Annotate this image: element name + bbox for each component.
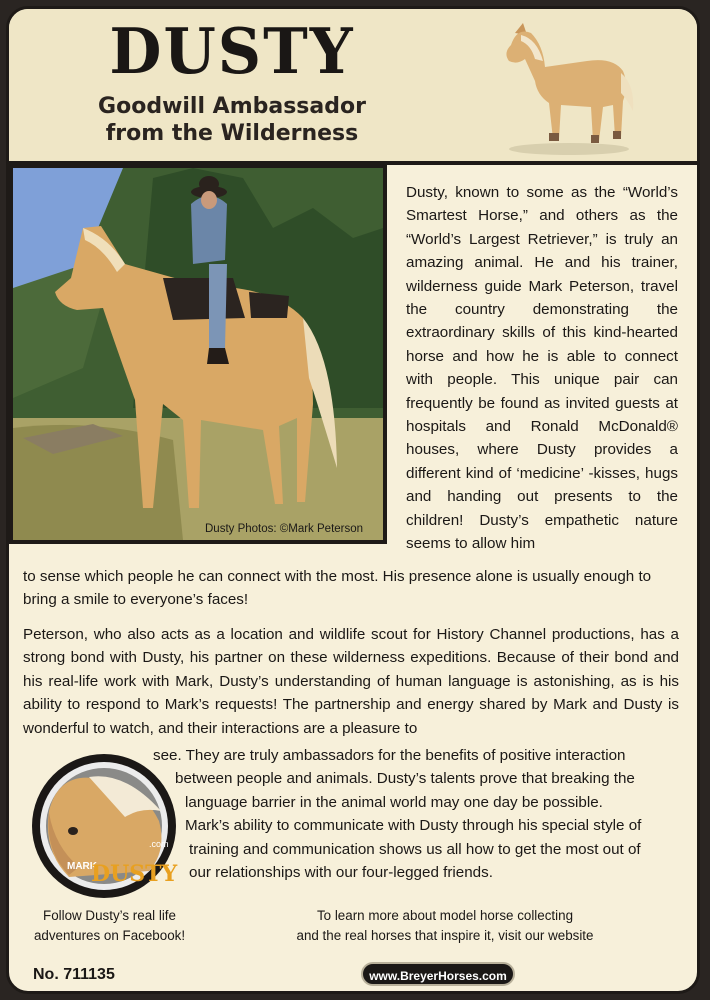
facebook-note <box>17 906 202 946</box>
ambassador-line-6: our relationships with our four-legged friends. <box>189 864 493 882</box>
dusty-photo-frame <box>9 164 387 544</box>
page-title: DUSTY <box>109 15 355 89</box>
website-note <box>255 906 635 946</box>
logo-mark-text: MARK <box>67 861 97 872</box>
intro-paragraph-continued: to sense which people he can connect with the most. His presence alone is usually enough to bring a smile to everyone’s faces! <box>23 568 652 609</box>
photo-credit: Dusty Photos: ©Mark Peterson <box>205 523 364 535</box>
partnership-paragraph: Peterson, who also acts as a location and wildlife scout for History Channel productions, has a strong bond with Dusty, his partner on these wilderness expeditions. Because of their bond and his real-life work with Mark, Dusty’s understanding of human language is astonishing, as is his ability to respond to Mark’s requests! The partnership and energy shared by Mark and Dusty is wonderful to watch, and their interactions are a pleasure to <box>23 626 679 737</box>
header-banner <box>9 9 697 165</box>
facebook-line-1: Follow Dusty’s real life <box>43 908 176 923</box>
ambassador-line-2: between people and animals. Dusty’s talents prove that breaking the <box>175 770 635 788</box>
website-line-2: and the real horses that inspire it, visit our website <box>296 928 594 943</box>
facebook-line-2: adventures on Facebook! <box>33 928 186 943</box>
dusty-rider-photo <box>13 168 383 540</box>
page-subtitle <box>67 93 397 147</box>
ambassador-line-3: language barrier in the animal world may one day be possible. <box>185 793 603 811</box>
ambassador-paragraph <box>153 744 683 884</box>
markndusty-logo[interactable] <box>29 751 179 901</box>
intro-paragraph: Dusty, known to some as the “World’s Smartest Horse,” and others as the “World’s Largest Retriever,” is truly an amazing animal. He and his trainer, wilderness guide Mark Peterson, travel the country demonstrating the extraordinary skills of this kind-hearted horse and how he is able to connect with people. This unique pair can frequently be found as invited guests at hospitals and Ronald McDonald® houses, where Dusty provides a different kind of ‘medicine’ -kisses, hugs and handing out presents to the children! Dusty’s empathetic nature seems to allow him <box>406 184 678 553</box>
logo-dusty-text: DUSTY <box>91 861 178 887</box>
product-card <box>6 6 700 994</box>
ambassador-line-5: training and communication shows us all how to get the most out of <box>189 840 641 858</box>
subtitle-line-2: from the Wilderness <box>105 121 359 146</box>
ambassador-line-4: Mark’s ability to communicate with Dusty through his special style of <box>185 817 642 835</box>
ambassador-line-1: see. They are truly ambassadors for the benefits of positive interaction <box>153 747 626 764</box>
model-horse-image <box>487 15 647 157</box>
website-url-link[interactable]: www.BreyerHorses.com <box>361 962 515 986</box>
logo-com-text: .com <box>149 839 169 849</box>
item-number: No. 711135 <box>33 966 115 983</box>
subtitle-line-1: Goodwill Ambassador <box>98 94 366 119</box>
website-line-1: To learn more about model horse collecting <box>316 908 574 923</box>
